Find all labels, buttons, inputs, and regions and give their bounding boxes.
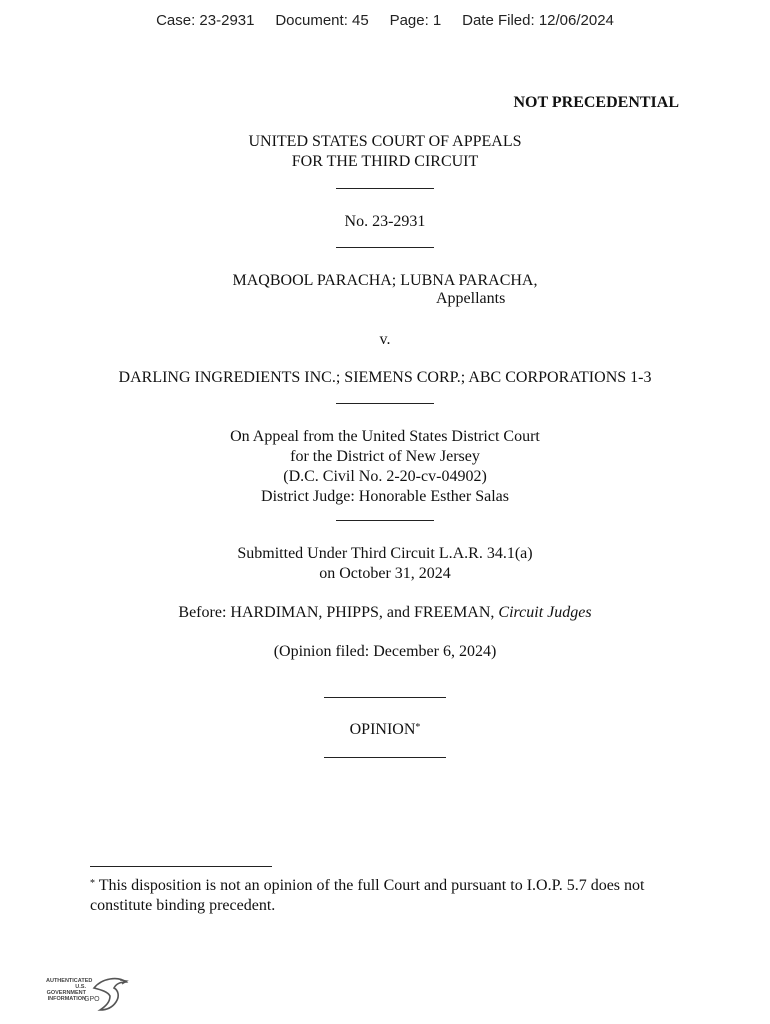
- court-name: [0, 132, 770, 172]
- divider: [324, 697, 446, 698]
- footnote: [90, 876, 680, 916]
- divider: [336, 188, 434, 189]
- gpo-logo-line3: INFORMATION: [47, 996, 86, 1002]
- footnote-separator: [90, 866, 272, 867]
- circuit-judges-label: Circuit Judges: [498, 604, 592, 621]
- appellants-names: MAQBOOL PARACHA; LUBNA PARACHA,: [232, 272, 538, 289]
- opinion-heading: OPINION: [349, 721, 416, 738]
- case-number: No. 23-2931: [344, 213, 426, 230]
- appellants-label: Appellants: [436, 290, 506, 307]
- appeal-line3: (D.C. Civil No. 2-20-cv-04902): [283, 468, 487, 485]
- versus: v.: [379, 331, 391, 348]
- header-document: Document: 45: [275, 12, 369, 29]
- gpo-logo-text: [46, 978, 93, 1002]
- gpo-logo-mark: GPO: [84, 996, 100, 1003]
- panel-judges: [0, 603, 770, 623]
- footnote-line1: This disposition is not an opinion of the full Court and pursuant to I.O.P. 5.7 does not: [95, 877, 645, 894]
- opinion-heading-row: [0, 720, 770, 740]
- precedential-status: NOT PRECEDENTIAL: [513, 94, 679, 111]
- court-name-line2: FOR THE THIRD CIRCUIT: [291, 153, 479, 170]
- submitted-line2: on October 31, 2024: [319, 565, 451, 582]
- appeal-line4: District Judge: Honorable Esther Salas: [261, 488, 509, 505]
- header-case: Case: 23-2931: [156, 12, 255, 29]
- divider: [336, 520, 434, 521]
- appeal-line1: On Appeal from the United States District Court: [230, 428, 540, 445]
- divider: [336, 403, 434, 404]
- before-text: Before: HARDIMAN, PHIPPS, and FREEMAN,: [178, 604, 499, 621]
- court-name-line1: UNITED STATES COURT OF APPEALS: [248, 133, 522, 150]
- gpo-logo-line2: U.S. GOVERNMENT: [46, 984, 86, 996]
- divider: [324, 757, 446, 758]
- header-date-filed: Date Filed: 12/06/2024: [462, 12, 614, 29]
- appeal-info: [0, 427, 770, 507]
- footnote-line2: constitute binding precedent.: [90, 897, 276, 914]
- submitted-line1: Submitted Under Third Circuit L.A.R. 34.1(a): [237, 545, 533, 562]
- opinion-filed: (Opinion filed: December 6, 2024): [273, 643, 497, 660]
- header-page: Page: 1: [389, 12, 442, 29]
- eagle-icon: [90, 974, 130, 1016]
- appeal-line2: for the District of New Jersey: [290, 448, 480, 465]
- appellees: DARLING INGREDIENTS INC.; SIEMENS CORP.; ABC CORPORATIONS 1-3: [118, 369, 652, 386]
- footnote-marker: *: [90, 878, 95, 889]
- footnote-ref: *: [415, 722, 421, 733]
- submitted-info: [0, 544, 770, 584]
- filing-header: [0, 12, 770, 29]
- gpo-logo-line1: AUTHENTICATED: [46, 978, 93, 984]
- divider: [336, 247, 434, 248]
- gpo-authenticated-logo: [44, 972, 134, 1018]
